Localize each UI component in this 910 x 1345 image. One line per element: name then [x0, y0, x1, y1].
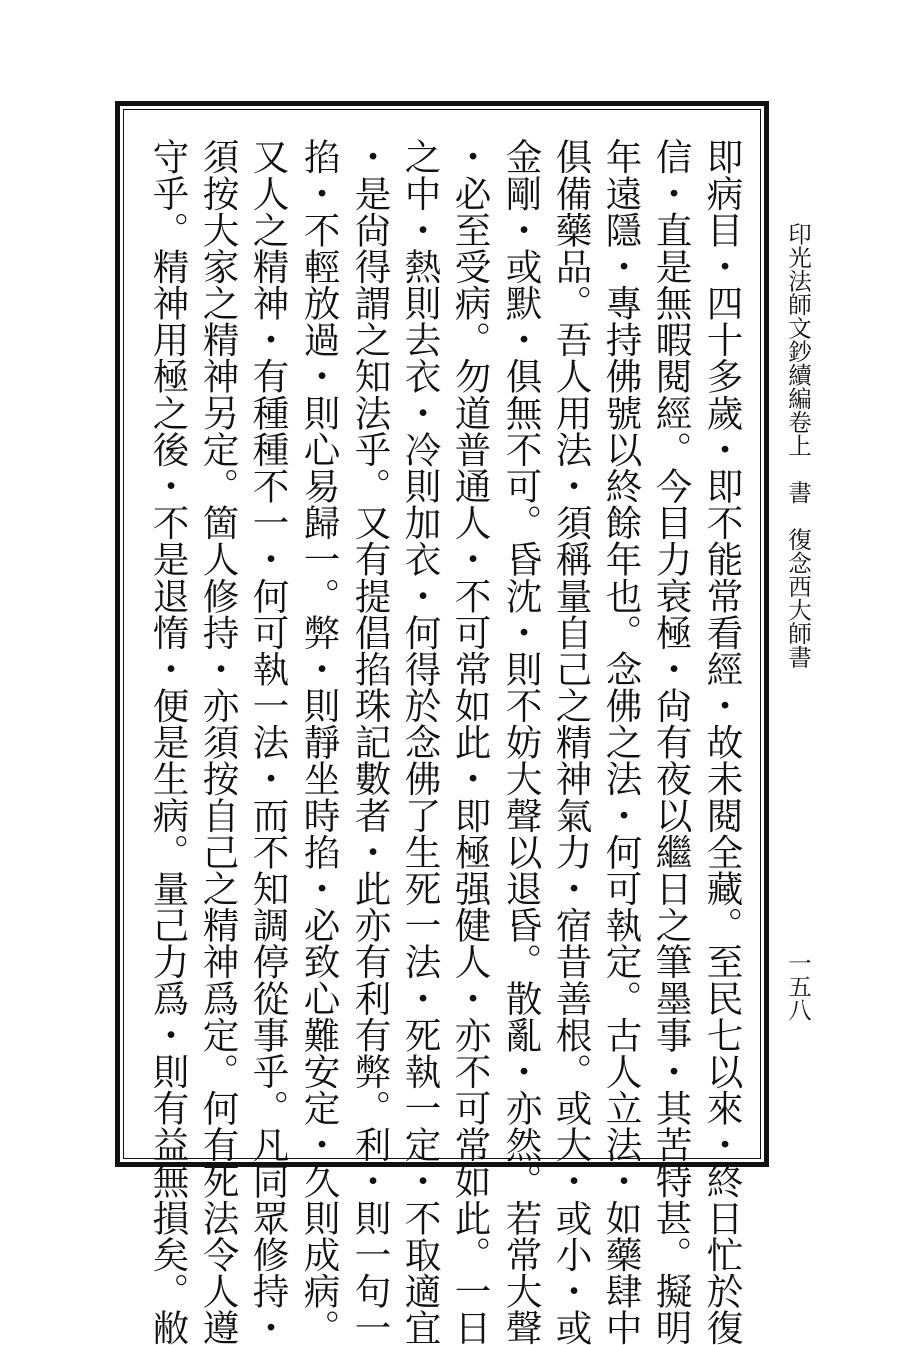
page-number: 一五八: [784, 951, 812, 1022]
text-column: 又人之精神・有種種不一・何可執一法・而不知調停從事乎。凡同眾修持・: [247, 138, 290, 1345]
text-column: 即病目・四十多歲・即不能常看經・故未閱全藏。至民七以來・終日忙於復: [701, 138, 744, 1345]
text-column: 守乎。精神用極之後・不是退惰・便是生病。量己力爲・則有益無損矣。敝: [147, 138, 190, 1345]
text-column: ・必至受病。勿道普通人・不可常如此・即極强健人・亦不可常如此。一日: [449, 138, 492, 1345]
text-column: 之中・熱則去衣・冷則加衣・何得於念佛了生死一法・死執一定・不取適宜: [399, 138, 442, 1345]
text-column: 信・直是無暇閱經。今目力衰極・尙有夜以繼日之筆墨事・其苦特甚。擬明: [650, 138, 693, 1345]
text-column: 須按大家之精神另定。箇人修持・亦須按自己之精神爲定。何有死法令人遵: [197, 138, 240, 1345]
text-column: 金剛・或默・俱無不可。昏沈・則不妨大聲以退昏。散亂・亦然。若常大聲: [500, 138, 543, 1345]
text-column: ・是尙得謂之知法乎。又有提倡掐珠記數者・此亦有利有弊。利・則一句一: [349, 138, 392, 1345]
running-head: 印光法師文鈔續編卷上 書 復念西大師書: [784, 222, 812, 669]
text-column: 俱備藥品。吾人用法・須稱量自己之精神氣力・宿昔善根。或大・或小・或: [550, 138, 593, 1345]
text-column: 年遠隱・專持佛號以終餘年也。念佛之法・何可執定。古人立法・如藥肆中: [600, 138, 643, 1345]
text-column: 掐・不輕放過・則心易歸一。弊・則靜坐時掐・必致心難安定・久則成病。: [298, 138, 341, 1345]
